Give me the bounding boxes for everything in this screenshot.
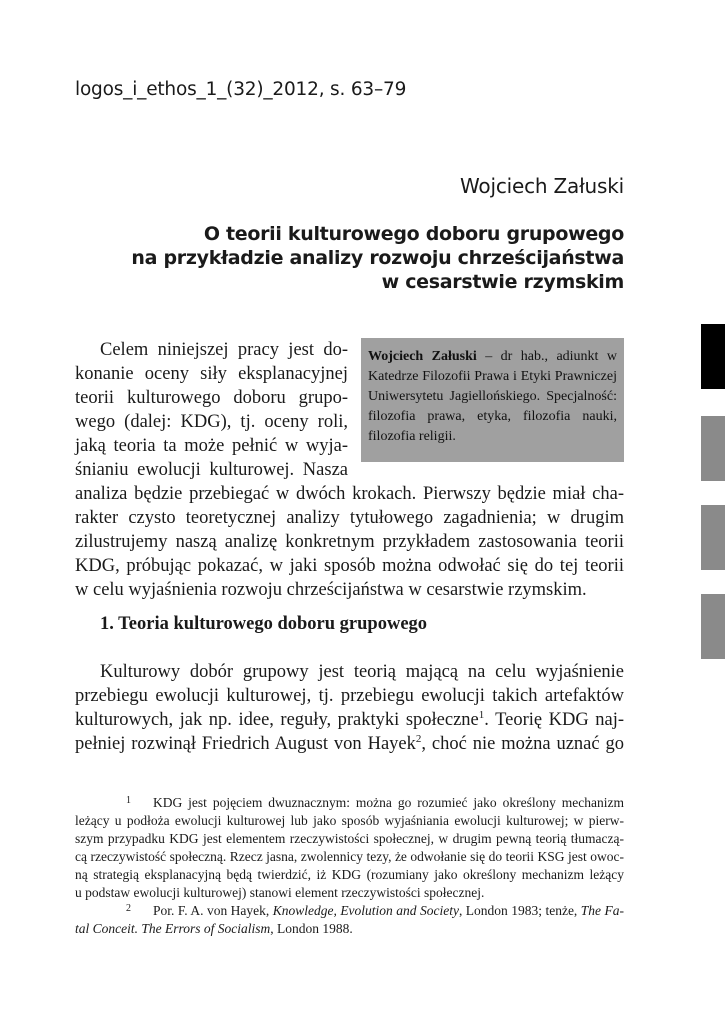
intro-line: rakter czysto teoretycznej analizy tytułowego zagadnienia; w drugim bbox=[75, 508, 624, 528]
bio-text: – dr hab., adiunkt w Katedrze Filozofii Prawa i Etyki Prawniczej Uniwersytetu Jagiellońskiego. Specjalność: filozofia prawa, etyka, filozofia nauki, filozofia religii. bbox=[368, 349, 617, 444]
footnote-1-line: u podstaw ewolucji kulturowej) stanowi element rzeczywistości społecznej. bbox=[75, 885, 485, 900]
thumb-tab bbox=[701, 416, 725, 481]
intro-line: wego (dalej: KDG), tj. oceny roli, bbox=[75, 412, 348, 432]
title-line: na przykładzie analizy rozwoju chrześcijaństwa bbox=[131, 247, 624, 269]
intro-line: jaką teoria ta może pełnić w wyja- bbox=[75, 436, 348, 456]
footnote-text: Por. F. A. von Hayek, bbox=[153, 903, 273, 918]
footnote-book-title: The Fa- bbox=[580, 903, 624, 918]
footnote-text: , London 1988. bbox=[270, 921, 353, 936]
thumb-tab bbox=[701, 594, 725, 659]
intro-line: konanie oceny siły eksplanacyjnej bbox=[75, 364, 348, 384]
article-author: Wojciech Załuski bbox=[460, 174, 624, 198]
title-line: w cesarstwie rzymskim bbox=[381, 271, 624, 293]
body-text: . Teorię KDG naj- bbox=[484, 710, 624, 730]
article-title bbox=[64, 222, 624, 294]
bio-name: Wojciech Załuski bbox=[368, 349, 477, 364]
body-line: przebiegu ewolucji kulturowej, tj. przebiegu ewolucji takich artefaktów bbox=[75, 686, 624, 706]
thumb-tab bbox=[701, 505, 725, 570]
footnote-2-line bbox=[75, 920, 624, 938]
title-line: O teorii kulturowego doboru grupowego bbox=[203, 223, 624, 245]
body-text: , choć nie można uznać go bbox=[421, 734, 624, 754]
footnote-1-line: ną strategią eksplanacyjną będą twierdzić, iż KDG (rozumiany jako określony mechanizm leżący bbox=[75, 867, 624, 882]
footnote-2-line bbox=[75, 902, 624, 920]
intro-line: w celu wyjaśnienia rozwoju chrześcijaństwa w cesarstwie rzymskim. bbox=[75, 580, 587, 600]
intro-line: KDG, próbując pokazać, w jaki sposób można odwołać się do tej teorii bbox=[75, 556, 624, 576]
footnote-text: KDG jest pojęciem dwuznacznym: można go rozumieć jako określony mechanizm bbox=[153, 795, 624, 810]
footnote-1-line: leżący u podłoża ewolucji kulturowej lub jako sposób wyjaśniania ewolucji kulturowej; w pierw- bbox=[75, 813, 624, 828]
section-heading: 1. Teoria kulturowego doboru grupowego bbox=[100, 614, 428, 634]
body-line bbox=[75, 709, 624, 731]
thumb-tab-active bbox=[701, 324, 725, 389]
footnote-text: , London 1983; tenże, bbox=[458, 903, 581, 918]
footnote-1-line: szym przypadku KDG jest elementem rzeczywistości społecznej, w drugim pewną teorią tłumaczą- bbox=[75, 831, 624, 846]
intro-line: analiza będzie przebiegać w dwóch krokach. Pierwszy będzie miał cha- bbox=[75, 484, 624, 504]
footnote-book-title: tal Conceit. The Errors of Socialism bbox=[75, 921, 271, 936]
footnote-1-line bbox=[75, 794, 624, 812]
intro-line: śnianiu ewolucji kulturowej. Nasza bbox=[75, 460, 348, 480]
body-text: kulturowych, jak np. idee, reguły, praktyki społeczne bbox=[75, 710, 479, 730]
footnote-mark: 1 bbox=[126, 795, 131, 806]
footnote-ref[interactable]: 1 bbox=[478, 708, 485, 721]
footnote-book-title: Knowledge, Evolution and Society bbox=[272, 903, 459, 918]
footnote-ref[interactable]: 2 bbox=[415, 732, 422, 745]
footnote-1-line: cą rzeczywistość społeczną. Rzecz jasna, zwolennicy tezy, że odwołanie się do teorii KSG jest owoc- bbox=[75, 849, 624, 864]
intro-line: zilustrujemy naszą analizę konkretnym przykładem zastosowania teorii bbox=[75, 532, 624, 552]
intro-line: teorii kulturowego doboru grupo- bbox=[75, 388, 348, 408]
body-line bbox=[75, 733, 624, 755]
intro-line: Celem niniejszej pracy jest do- bbox=[100, 340, 348, 360]
footnote-mark: 2 bbox=[126, 903, 131, 914]
body-line: Kulturowy dobór grupowy jest teorią mającą na celu wyjaśnienie bbox=[100, 662, 624, 682]
body-text: pełniej rozwinął Friedrich August von Hayek bbox=[75, 734, 416, 754]
author-bio-box bbox=[361, 338, 624, 462]
journal-citation: logos_i_ethos_1_(32)_2012, s. 63–79 bbox=[75, 79, 407, 100]
